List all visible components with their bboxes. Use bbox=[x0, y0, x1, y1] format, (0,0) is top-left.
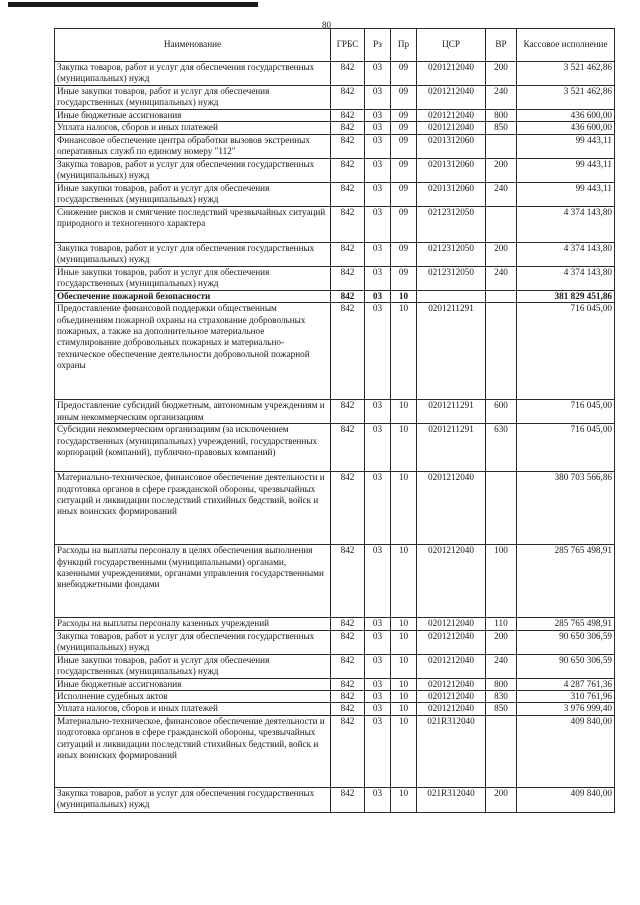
cell-csr: 0201211291 bbox=[417, 303, 486, 400]
cell-pr: 09 bbox=[391, 182, 417, 206]
table-row bbox=[55, 703, 615, 715]
cell-grbs: 842 bbox=[331, 110, 365, 122]
cell-name: Снижение рисков и смягчение последствий чрезвычайных ситуаций природного и техногенного характера bbox=[55, 206, 331, 242]
table-row bbox=[55, 630, 615, 654]
cell-name: Финансовое обеспечение центра обработки вызовов экстренных оперативных служб по единому номеру "112" bbox=[55, 134, 331, 158]
cell-pr: 10 bbox=[391, 703, 417, 715]
cell-vr: 240 bbox=[486, 266, 517, 290]
table-row bbox=[55, 545, 615, 618]
cell-vr bbox=[486, 134, 517, 158]
header-csr: ЦСР bbox=[417, 29, 486, 62]
cell-rz: 03 bbox=[365, 630, 391, 654]
table-row bbox=[55, 242, 615, 266]
table-row bbox=[55, 618, 615, 630]
cell-pr: 10 bbox=[391, 630, 417, 654]
cell-rz: 03 bbox=[365, 424, 391, 472]
cell-rz: 03 bbox=[365, 472, 391, 545]
table-row bbox=[55, 206, 615, 242]
table-row bbox=[55, 182, 615, 206]
table-row bbox=[55, 290, 615, 302]
header-name: Наименование bbox=[55, 29, 331, 62]
cell-name: Расходы на выплаты персоналу в целях обеспечения выполнения функций государственными (муниципальными) органами, казенными учреждениями, органами управления государственными внебюджетными фондами bbox=[55, 545, 331, 618]
cell-vr: 200 bbox=[486, 787, 517, 812]
cell-vr: 200 bbox=[486, 630, 517, 654]
cell-name: Иные закупки товаров, работ и услуг для обеспечения государственных (муниципальных) нужд bbox=[55, 266, 331, 290]
cell-pr: 10 bbox=[391, 303, 417, 400]
cell-amount: 409 840,00 bbox=[517, 715, 615, 787]
cell-amount: 4 374 143,80 bbox=[517, 266, 615, 290]
cell-rz: 03 bbox=[365, 787, 391, 812]
cell-csr: 0201212040 bbox=[417, 122, 486, 134]
cell-rz: 03 bbox=[365, 266, 391, 290]
cell-amount: 285 765 498,91 bbox=[517, 545, 615, 618]
cell-grbs: 842 bbox=[331, 715, 365, 787]
cell-pr: 10 bbox=[391, 290, 417, 302]
cell-vr: 110 bbox=[486, 618, 517, 630]
cell-grbs: 842 bbox=[331, 400, 365, 424]
cell-rz: 03 bbox=[365, 110, 391, 122]
cell-grbs: 842 bbox=[331, 242, 365, 266]
cell-amount: 90 650 306,59 bbox=[517, 630, 615, 654]
cell-vr bbox=[486, 472, 517, 545]
header-pr: Пр bbox=[391, 29, 417, 62]
cell-grbs: 842 bbox=[331, 122, 365, 134]
cell-csr: 0201212040 bbox=[417, 62, 486, 86]
cell-amount: 90 650 306,59 bbox=[517, 654, 615, 678]
cell-csr: 021R312040 bbox=[417, 787, 486, 812]
cell-amount: 4 374 143,80 bbox=[517, 242, 615, 266]
cell-vr bbox=[486, 715, 517, 787]
cell-name: Уплата налогов, сборов и иных платежей bbox=[55, 122, 331, 134]
table-row bbox=[55, 122, 615, 134]
cell-name: Закупка товаров, работ и услуг для обеспечения государственных (муниципальных) нужд bbox=[55, 158, 331, 182]
cell-grbs: 842 bbox=[331, 158, 365, 182]
cell-grbs: 842 bbox=[331, 424, 365, 472]
cell-pr: 10 bbox=[391, 400, 417, 424]
cell-name: Закупка товаров, работ и услуг для обеспечения государственных (муниципальных) нужд bbox=[55, 62, 331, 86]
cell-csr: 0201212040 bbox=[417, 630, 486, 654]
header-amount: Кассовое исполнение bbox=[517, 29, 615, 62]
cell-vr: 200 bbox=[486, 158, 517, 182]
cell-vr: 800 bbox=[486, 678, 517, 690]
table-body bbox=[55, 62, 615, 813]
cell-name: Предоставление субсидий бюджетным, автономным учреждениям и иным некоммерческим организациям bbox=[55, 400, 331, 424]
cell-csr: 0201212040 bbox=[417, 678, 486, 690]
cell-vr bbox=[486, 290, 517, 302]
cell-rz: 03 bbox=[365, 122, 391, 134]
cell-vr: 240 bbox=[486, 86, 517, 110]
header-grbs: ГРБС bbox=[331, 29, 365, 62]
cell-rz: 03 bbox=[365, 206, 391, 242]
cell-amount: 285 765 498,91 bbox=[517, 618, 615, 630]
cell-grbs: 842 bbox=[331, 303, 365, 400]
cell-vr: 200 bbox=[486, 62, 517, 86]
cell-csr: 0212312050 bbox=[417, 206, 486, 242]
cell-amount: 99 443,11 bbox=[517, 134, 615, 158]
cell-name: Уплата налогов, сборов и иных платежей bbox=[55, 703, 331, 715]
cell-name: Иные бюджетные ассигнования bbox=[55, 110, 331, 122]
cell-amount: 380 703 566,86 bbox=[517, 472, 615, 545]
cell-grbs: 842 bbox=[331, 691, 365, 703]
table-row bbox=[55, 86, 615, 110]
cell-grbs: 842 bbox=[331, 654, 365, 678]
cell-csr: 0201211291 bbox=[417, 400, 486, 424]
header-row bbox=[55, 29, 615, 62]
cell-rz: 03 bbox=[365, 182, 391, 206]
cell-name: Материально-техническое, финансовое обеспечение деятельности и подготовка органов в сфере гражданской обороны, чрезвычайных ситуаций и ликвидации последствий стихийных бедствий, войск и иных воинских формирований bbox=[55, 472, 331, 545]
cell-csr: 0201211291 bbox=[417, 424, 486, 472]
cell-pr: 10 bbox=[391, 618, 417, 630]
cell-rz: 03 bbox=[365, 62, 391, 86]
table-row bbox=[55, 134, 615, 158]
cell-grbs: 842 bbox=[331, 86, 365, 110]
budget-table bbox=[54, 28, 615, 813]
cell-vr: 200 bbox=[486, 242, 517, 266]
cell-name: Обеспечение пожарной безопасности bbox=[55, 290, 331, 302]
cell-csr: 0201212040 bbox=[417, 654, 486, 678]
cell-amount: 3 521 462,86 bbox=[517, 86, 615, 110]
cell-vr: 600 bbox=[486, 400, 517, 424]
cell-csr: 0201212040 bbox=[417, 545, 486, 618]
cell-pr: 09 bbox=[391, 158, 417, 182]
cell-rz: 03 bbox=[365, 158, 391, 182]
cell-grbs: 842 bbox=[331, 206, 365, 242]
cell-pr: 10 bbox=[391, 715, 417, 787]
cell-csr: 0201212040 bbox=[417, 618, 486, 630]
cell-amount: 436 600,00 bbox=[517, 110, 615, 122]
cell-rz: 03 bbox=[365, 715, 391, 787]
cell-grbs: 842 bbox=[331, 182, 365, 206]
header-rz: Рз bbox=[365, 29, 391, 62]
cell-amount: 3 521 462,86 bbox=[517, 62, 615, 86]
cell-name: Закупка товаров, работ и услуг для обеспечения государственных (муниципальных) нужд bbox=[55, 242, 331, 266]
cell-pr: 10 bbox=[391, 787, 417, 812]
table-row bbox=[55, 62, 615, 86]
table-row bbox=[55, 158, 615, 182]
cell-grbs: 842 bbox=[331, 545, 365, 618]
cell-pr: 10 bbox=[391, 472, 417, 545]
cell-csr: 0201312060 bbox=[417, 134, 486, 158]
cell-pr: 09 bbox=[391, 122, 417, 134]
cell-rz: 03 bbox=[365, 290, 391, 302]
cell-amount: 716 045,00 bbox=[517, 424, 615, 472]
cell-csr: 0201212040 bbox=[417, 110, 486, 122]
cell-pr: 09 bbox=[391, 266, 417, 290]
cell-csr: 0212312050 bbox=[417, 266, 486, 290]
scan-edge-mark bbox=[8, 2, 258, 7]
table-row bbox=[55, 266, 615, 290]
cell-rz: 03 bbox=[365, 678, 391, 690]
cell-amount: 99 443,11 bbox=[517, 158, 615, 182]
cell-rz: 03 bbox=[365, 654, 391, 678]
cell-rz: 03 bbox=[365, 86, 391, 110]
cell-csr: 0212312050 bbox=[417, 242, 486, 266]
table-row bbox=[55, 678, 615, 690]
cell-amount: 3 976 999,40 bbox=[517, 703, 615, 715]
cell-csr: 0201212040 bbox=[417, 703, 486, 715]
table-row bbox=[55, 787, 615, 812]
table-row bbox=[55, 424, 615, 472]
cell-vr: 830 bbox=[486, 691, 517, 703]
cell-grbs: 842 bbox=[331, 678, 365, 690]
cell-name: Предоставление финансовой поддержки общественным объединениям пожарной охраны на страхование добровольных пожарных, а также на дополнительное материальное стимулирование добровольных пожарных и материально-техническое обеспечение деятельности добровольной пожарной охраны bbox=[55, 303, 331, 400]
cell-rz: 03 bbox=[365, 400, 391, 424]
cell-vr: 240 bbox=[486, 654, 517, 678]
cell-grbs: 842 bbox=[331, 630, 365, 654]
table-row bbox=[55, 715, 615, 787]
cell-grbs: 842 bbox=[331, 703, 365, 715]
cell-name: Иные закупки товаров, работ и услуг для обеспечения государственных (муниципальных) нужд bbox=[55, 182, 331, 206]
cell-grbs: 842 bbox=[331, 472, 365, 545]
cell-vr bbox=[486, 303, 517, 400]
cell-rz: 03 bbox=[365, 242, 391, 266]
cell-grbs: 842 bbox=[331, 134, 365, 158]
cell-vr: 850 bbox=[486, 703, 517, 715]
cell-amount: 99 443,11 bbox=[517, 182, 615, 206]
cell-amount: 4 374 143,80 bbox=[517, 206, 615, 242]
cell-csr: 021R312040 bbox=[417, 715, 486, 787]
cell-amount: 381 829 451,86 bbox=[517, 290, 615, 302]
cell-amount: 716 045,00 bbox=[517, 400, 615, 424]
table-row bbox=[55, 303, 615, 400]
cell-pr: 10 bbox=[391, 691, 417, 703]
cell-pr: 09 bbox=[391, 206, 417, 242]
cell-pr: 09 bbox=[391, 86, 417, 110]
cell-pr: 10 bbox=[391, 678, 417, 690]
cell-pr: 10 bbox=[391, 545, 417, 618]
cell-vr: 240 bbox=[486, 182, 517, 206]
table-row bbox=[55, 691, 615, 703]
cell-amount: 4 287 761,36 bbox=[517, 678, 615, 690]
cell-vr: 850 bbox=[486, 122, 517, 134]
header-vr: ВР bbox=[486, 29, 517, 62]
cell-amount: 716 045,00 bbox=[517, 303, 615, 400]
cell-grbs: 842 bbox=[331, 62, 365, 86]
cell-amount: 310 761,96 bbox=[517, 691, 615, 703]
cell-amount: 436 600,00 bbox=[517, 122, 615, 134]
cell-amount: 409 840,00 bbox=[517, 787, 615, 812]
cell-csr: 0201212040 bbox=[417, 691, 486, 703]
cell-pr: 09 bbox=[391, 242, 417, 266]
cell-name: Исполнение судебных актов bbox=[55, 691, 331, 703]
cell-csr: 0201312060 bbox=[417, 158, 486, 182]
cell-name: Закупка товаров, работ и услуг для обеспечения государственных (муниципальных) нужд bbox=[55, 787, 331, 812]
cell-name: Материально-техническое, финансовое обеспечение деятельности и подготовка органов в сфере гражданской обороны, чрезвычайных ситуаций и ликвидации последствий стихийных бедствий, войск и иных воинских формирований bbox=[55, 715, 331, 787]
cell-name: Иные закупки товаров, работ и услуг для обеспечения государственных (муниципальных) нужд bbox=[55, 654, 331, 678]
cell-grbs: 842 bbox=[331, 266, 365, 290]
page-number: 80 bbox=[322, 20, 331, 30]
cell-pr: 09 bbox=[391, 62, 417, 86]
cell-pr: 09 bbox=[391, 110, 417, 122]
table-row bbox=[55, 110, 615, 122]
cell-name: Закупка товаров, работ и услуг для обеспечения государственных (муниципальных) нужд bbox=[55, 630, 331, 654]
cell-name: Иные бюджетные ассигнования bbox=[55, 678, 331, 690]
cell-rz: 03 bbox=[365, 691, 391, 703]
cell-csr: 0201212040 bbox=[417, 86, 486, 110]
cell-rz: 03 bbox=[365, 545, 391, 618]
cell-pr: 10 bbox=[391, 654, 417, 678]
cell-grbs: 842 bbox=[331, 787, 365, 812]
table-row bbox=[55, 654, 615, 678]
cell-csr: 0201312060 bbox=[417, 182, 486, 206]
table-row bbox=[55, 400, 615, 424]
cell-name: Иные закупки товаров, работ и услуг для обеспечения государственных (муниципальных) нужд bbox=[55, 86, 331, 110]
cell-rz: 03 bbox=[365, 134, 391, 158]
cell-vr: 630 bbox=[486, 424, 517, 472]
cell-name: Расходы на выплаты персоналу казенных учреждений bbox=[55, 618, 331, 630]
cell-name: Субсидии некоммерческим организациям (за исключением государственных (муниципальных) учреждений, государственных корпораций (компаний), публично-правовых компаний) bbox=[55, 424, 331, 472]
cell-vr: 800 bbox=[486, 110, 517, 122]
cell-rz: 03 bbox=[365, 703, 391, 715]
cell-grbs: 842 bbox=[331, 290, 365, 302]
cell-grbs: 842 bbox=[331, 618, 365, 630]
cell-vr bbox=[486, 206, 517, 242]
table-row bbox=[55, 472, 615, 545]
cell-csr bbox=[417, 290, 486, 302]
cell-rz: 03 bbox=[365, 618, 391, 630]
cell-csr: 0201212040 bbox=[417, 472, 486, 545]
cell-pr: 09 bbox=[391, 134, 417, 158]
cell-rz: 03 bbox=[365, 303, 391, 400]
cell-vr: 100 bbox=[486, 545, 517, 618]
cell-pr: 10 bbox=[391, 424, 417, 472]
